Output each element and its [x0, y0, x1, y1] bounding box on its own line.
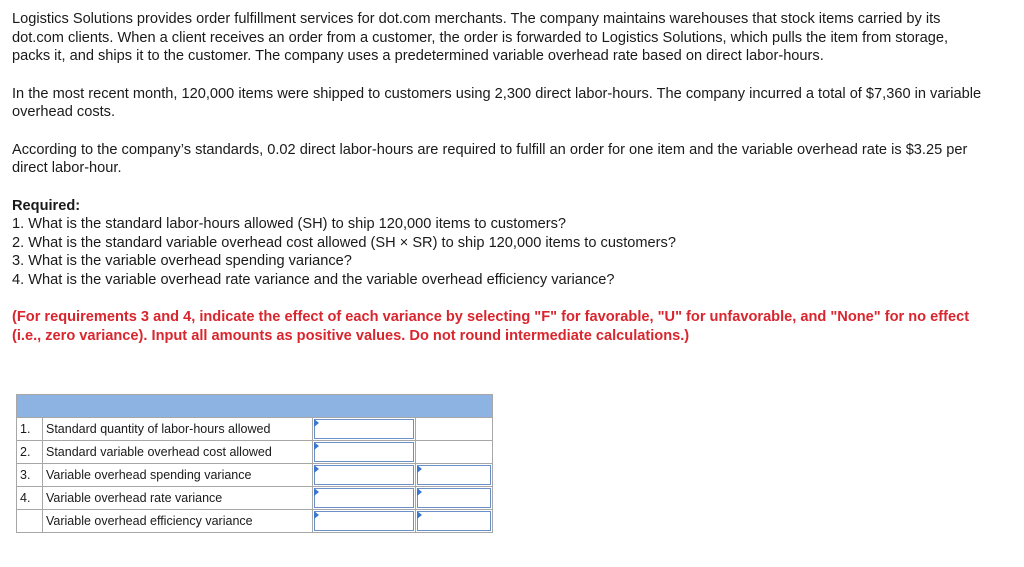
table-row [17, 464, 493, 487]
row-label: Variable overhead efficiency variance [43, 510, 313, 533]
amount-field[interactable] [314, 465, 414, 485]
amount-input-3[interactable] [313, 464, 416, 487]
requirement-1: 1. What is the standard labor-hours allowed (SH) to ship 120,000 items to customers? [12, 216, 567, 232]
table-row [17, 418, 493, 441]
requirement-3: 3. What is the variable overhead spending variance? [12, 253, 352, 269]
problem-paragraph-3: According to the company’s standards, 0.02 direct labor-hours are required to fulfill an order for one item and the variable overhead rate is $3.25 per direct labor-hour. [12, 141, 968, 176]
effect-dropdown[interactable] [417, 511, 491, 531]
effect-select-3[interactable] [416, 464, 493, 487]
requirement-2: 2. What is the standard variable overhead cost allowed (SH × SR) to ship 120,000 items to customers? [12, 234, 676, 251]
effect-dropdown[interactable] [417, 465, 491, 485]
effect-select-5[interactable] [416, 510, 493, 533]
row-number: 4. [17, 487, 43, 510]
row-label: Variable overhead rate variance [43, 487, 313, 510]
requirements-list [12, 215, 982, 289]
problem-content [12, 10, 982, 345]
instruction-text: (For requirements 3 and 4, indicate the effect of each variance by selecting "F" for favorable, "U" for unfavorable, and "None" for no effect (i.e., zero variance). Input all amounts as positive values. Do not round intermediate calculations.) [12, 309, 970, 344]
amount-field[interactable] [314, 419, 414, 439]
table-header-row [17, 395, 493, 418]
input-marker-icon [314, 488, 319, 496]
table-row [17, 510, 493, 533]
row-number [17, 510, 43, 533]
problem-paragraph-2: In the most recent month, 120,000 items were shipped to customers using 2,300 direct labor-hours. The company incurred a total of $7,360 in variable overhead costs. [12, 85, 982, 120]
amount-field[interactable] [314, 488, 414, 508]
answer-table [16, 394, 493, 533]
problem-paragraph-1: Logistics Solutions provides order fulfillment services for dot.com merchants. The company maintains warehouses that stock items carried by its dot.com clients. When a client receives an order from a customer, the order is forwarded to Logistics Solutions, which pulls the item from storage, packs it, and ships it to the customer. The company uses a predetermined variable overhead rate based on direct labor-hours. [12, 11, 949, 64]
input-marker-icon [314, 465, 319, 473]
amount-input-1[interactable] [313, 418, 416, 441]
row-label: Standard quantity of labor-hours allowed [43, 418, 313, 441]
effect-select-4[interactable] [416, 487, 493, 510]
input-marker-icon [417, 511, 422, 519]
amount-input-5[interactable] [313, 510, 416, 533]
input-marker-icon [314, 419, 319, 427]
input-marker-icon [417, 465, 422, 473]
row-number: 1. [17, 418, 43, 441]
amount-field[interactable] [314, 442, 414, 462]
amount-field[interactable] [314, 511, 414, 531]
table-row [17, 487, 493, 510]
row-number: 3. [17, 464, 43, 487]
input-marker-icon [314, 511, 319, 519]
empty-cell [416, 418, 493, 441]
input-marker-icon [314, 442, 319, 450]
row-label: Standard variable overhead cost allowed [43, 441, 313, 464]
table-header [17, 395, 493, 418]
required-heading: Required: [12, 197, 81, 214]
empty-cell [416, 441, 493, 464]
requirement-4: 4. What is the variable overhead rate variance and the variable overhead efficiency variance? [12, 271, 615, 288]
row-label: Variable overhead spending variance [43, 464, 313, 487]
row-number: 2. [17, 441, 43, 464]
amount-input-4[interactable] [313, 487, 416, 510]
effect-dropdown[interactable] [417, 488, 491, 508]
table-row [17, 441, 493, 464]
amount-input-2[interactable] [313, 441, 416, 464]
input-marker-icon [417, 488, 422, 496]
